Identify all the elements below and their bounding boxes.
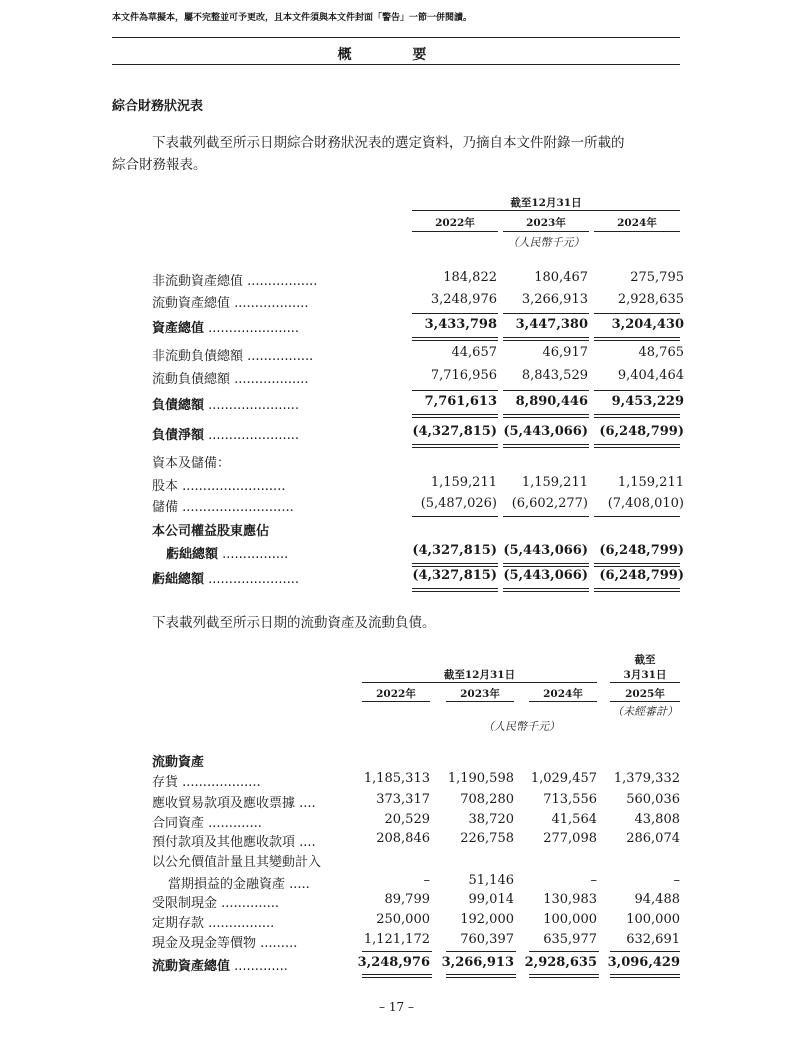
table2-cell: 760,397 — [460, 932, 514, 947]
table2-cell: 2,928,635 — [524, 955, 597, 970]
table1-cell: 1,159,211 — [521, 475, 588, 490]
table2-year-2023: 2023年 — [460, 688, 500, 700]
table1-cell: (6,248,799) — [599, 568, 684, 583]
table1-row-label: 股本 ......................... — [152, 479, 286, 494]
table1-cell: 7,716,956 — [430, 368, 497, 383]
table1-cell: 3,248,976 — [430, 292, 497, 307]
table-rule — [594, 337, 680, 338]
leader-dots: ...................... — [204, 428, 300, 443]
table1-cell: 3,204,430 — [611, 317, 684, 332]
table1-year-2024: 2024年 — [617, 217, 657, 229]
table2-cell: 1,029,457 — [530, 771, 597, 786]
table2-cell: 89,799 — [384, 892, 430, 907]
table-rule — [503, 313, 589, 314]
table2-year-rule — [529, 701, 597, 702]
table2-cell: 208,846 — [376, 831, 430, 846]
table2-row-label: 預付款項及其他應收款項 .... — [152, 835, 316, 850]
table1-cell: 3,447,380 — [515, 317, 588, 332]
table-rule — [446, 951, 516, 952]
table2-cell: 100,000 — [626, 912, 680, 927]
table1-cell: (6,248,799) — [599, 543, 684, 558]
leader-dots: ................ — [218, 547, 289, 562]
table2-period-header: 截至12月31日 — [443, 669, 516, 681]
table1-cell: (5,443,066) — [503, 424, 588, 439]
table2-row-label: 定期存款 ................ — [152, 916, 275, 931]
leader-dots: .................. — [230, 296, 309, 311]
table2-cell: 43,808 — [634, 812, 680, 827]
table1-row-label: 負債淨額 ...................... — [152, 428, 300, 443]
leader-dots: ........................... — [178, 500, 294, 515]
table2-cell: 277,098 — [543, 831, 597, 846]
page-number: – 17 – — [379, 1000, 414, 1014]
table2-row-label: 流動資產總值 ............. — [152, 959, 288, 974]
table2-year-2025: 2025年 — [625, 688, 665, 700]
table2-cell: 635,977 — [543, 932, 597, 947]
table-rule — [412, 337, 498, 338]
table-rule — [594, 588, 680, 589]
table-rule — [594, 566, 680, 567]
table1-cell: 184,822 — [443, 270, 497, 285]
table2-cell: 713,556 — [543, 792, 597, 807]
table2-interim-header-2: 3月31日 — [623, 669, 667, 681]
table-rule — [594, 417, 680, 418]
table-rule — [594, 390, 680, 391]
table2-cell: – — [673, 873, 680, 888]
table1-year-rule — [503, 231, 589, 232]
table2-interim-rule — [610, 682, 680, 683]
table2-row-label: 以公允價值計量且其變動計入 — [152, 855, 322, 870]
table1-row-label: 流動負債總額 .................. — [152, 372, 309, 387]
table2-row-label: 受限制現金 .............. — [152, 896, 280, 911]
table-rule — [503, 566, 589, 567]
table-rule — [446, 977, 516, 978]
table1-row-label: 資產總值 ...................... — [152, 321, 300, 336]
table1-cell: 3,433,798 — [424, 317, 497, 332]
table-rule — [610, 974, 680, 975]
table1-year-2022: 2022年 — [435, 217, 475, 229]
intro-paragraph-1-cont: 綜合財務報表。 — [112, 157, 207, 173]
table1-year-rule — [412, 231, 498, 232]
table-rule — [503, 444, 589, 445]
table2-cell: 1,190,598 — [447, 771, 514, 786]
table1-cell: 275,795 — [630, 270, 684, 285]
table2-cell: 20,529 — [384, 812, 430, 827]
table2-cell: – — [423, 873, 430, 888]
table2-year-rule — [446, 701, 514, 702]
table-rule — [529, 951, 599, 952]
table2-year-rule — [610, 701, 680, 702]
table-rule — [412, 566, 498, 567]
table1-row-label: 本公司權益股東應佔 — [152, 524, 270, 539]
table2-year-2024: 2024年 — [543, 688, 583, 700]
page-title: 概 要 — [337, 47, 455, 63]
header-rule-top — [112, 37, 680, 38]
table2-cell: 373,317 — [376, 792, 430, 807]
table-rule — [412, 390, 498, 391]
table2-cell: 286,074 — [626, 831, 680, 846]
leader-dots: ......................... — [178, 479, 286, 494]
leader-dots: .... — [295, 835, 316, 850]
table-rule — [412, 591, 498, 592]
table2-year-rule — [362, 701, 430, 702]
table1-cell: (4,327,815) — [412, 424, 497, 439]
table1-cell: 1,159,211 — [430, 475, 497, 490]
table1-cell: 8,890,446 — [515, 394, 588, 409]
table2-cell: – — [590, 873, 597, 888]
table1-cell: 1,159,211 — [617, 475, 684, 490]
leader-dots: ...................... — [204, 398, 300, 413]
table1-cell: 3,266,913 — [521, 292, 588, 307]
leader-dots: ...................... — [204, 572, 300, 587]
leader-dots: ..... — [285, 877, 310, 892]
table2-cell: 1,185,313 — [363, 771, 430, 786]
table-rule — [412, 447, 498, 448]
table-rule — [594, 444, 680, 445]
table1-cell: (4,327,815) — [412, 543, 497, 558]
table1-cell: (7,408,010) — [607, 496, 684, 511]
table1-row-label: 負債總額 ...................... — [152, 398, 300, 413]
table1-row-label: 非流動資產總值 ................. — [152, 274, 318, 289]
table2-row-label: 當期損益的金融資產 ..... — [168, 877, 310, 892]
table1-cell: 2,928,635 — [617, 292, 684, 307]
table2-cell: 130,983 — [543, 892, 597, 907]
table1-period-rule — [412, 210, 680, 211]
table2-row-label: 合同資產 ............. — [152, 816, 262, 831]
table-rule — [610, 977, 680, 978]
table1-cell: (6,248,799) — [599, 424, 684, 439]
table-rule — [362, 977, 432, 978]
table1-cell: (6,602,277) — [511, 496, 588, 511]
table1-cell: (5,443,066) — [503, 568, 588, 583]
table-rule — [412, 516, 498, 517]
table2-cell: 226,758 — [460, 831, 514, 846]
table1-row-label: 虧絀總額 ...................... — [152, 572, 300, 587]
table1-year-2023: 2023年 — [526, 217, 566, 229]
table1-cell: 8,843,529 — [521, 368, 588, 383]
leader-dots: .............. — [217, 896, 280, 911]
table2-cell: 41,564 — [551, 812, 597, 827]
table2-cell: 560,036 — [626, 792, 680, 807]
table1-cell: 48,765 — [638, 345, 684, 360]
table1-cell: 46,917 — [542, 345, 588, 360]
table2-row-label: 現金及現金等價物 ......... — [152, 936, 298, 951]
table-rule — [503, 447, 589, 448]
table-rule — [594, 516, 680, 517]
table-rule — [503, 417, 589, 418]
table-rule — [594, 313, 680, 314]
table2-cell: 1,379,332 — [613, 771, 680, 786]
table1-unit: （人民幣千元） — [507, 236, 585, 249]
table2-cell: 51,146 — [468, 873, 514, 888]
table1-row-label: 非流動負債總額 ................ — [152, 349, 314, 364]
table1-cell: 9,404,464 — [617, 368, 684, 383]
table-rule — [610, 951, 680, 952]
table2-cell: 94,488 — [634, 892, 680, 907]
table-rule — [412, 444, 498, 445]
leader-dots: ................ — [204, 916, 275, 931]
table-rule — [412, 417, 498, 418]
table2-cell: 100,000 — [543, 912, 597, 927]
table-rule — [594, 340, 680, 341]
table1-cell: 180,467 — [534, 270, 588, 285]
table2-interim-header-1: 截至 — [634, 654, 656, 666]
table-rule — [594, 414, 680, 415]
table1-cell: (5,487,026) — [420, 496, 497, 511]
table-rule — [503, 414, 589, 415]
table1-cell: 9,453,229 — [611, 394, 684, 409]
table1-cell: 44,657 — [451, 345, 497, 360]
table2-cell: 38,720 — [468, 812, 514, 827]
table2-cell: 3,266,913 — [441, 955, 514, 970]
table-rule — [412, 313, 498, 314]
table2-unit: （人民幣千元） — [483, 720, 560, 733]
leader-dots: ................ — [243, 349, 314, 364]
table2-cell: 192,000 — [460, 912, 514, 927]
table2-row-label: 應收貿易款項及應收票據 .... — [152, 796, 316, 811]
table1-row-label: 流動資產總值 .................. — [152, 296, 309, 311]
table2-cell: 3,096,429 — [607, 955, 680, 970]
leader-dots: .................. — [230, 372, 309, 387]
table2-unaudited: （未經審計） — [612, 705, 678, 718]
table1-period-header: 截至12月31日 — [510, 197, 582, 209]
table2-period-rule — [362, 682, 597, 683]
leader-dots: ............. — [204, 816, 262, 831]
table-rule — [594, 447, 680, 448]
table-rule — [594, 563, 680, 564]
table2-cell: 708,280 — [460, 792, 514, 807]
draft-notice: 本文件為草擬本，屬不完整並可予更改，且本文件須與本文件封面「警告」一節一併閱讀。 — [112, 13, 473, 23]
leader-dots: ............. — [230, 959, 288, 974]
table1-row-label: 虧絀總額 ................ — [166, 547, 289, 562]
table-rule — [503, 337, 589, 338]
leader-dots: .... — [295, 796, 316, 811]
table-rule — [529, 977, 599, 978]
table1-cell: (4,327,815) — [412, 568, 497, 583]
table1-cell: (5,443,066) — [503, 543, 588, 558]
table2-row-label: 存貨 ................... — [152, 775, 261, 790]
table1-cell: 7,761,613 — [424, 394, 497, 409]
table2-cell: 99,014 — [468, 892, 514, 907]
table2-section-label: 流動資產 — [152, 755, 205, 770]
leader-dots: ......... — [256, 936, 298, 951]
table-rule — [412, 414, 498, 415]
leader-dots: ................. — [243, 274, 318, 289]
leader-dots: ...................... — [204, 321, 300, 336]
table-rule — [503, 340, 589, 341]
table-rule — [503, 390, 589, 391]
intro-paragraph-1: 下表載列截至所示日期綜合財務狀況表的選定資料，乃摘自本文件附錄一所載的 — [152, 135, 625, 151]
intro-paragraph-2: 下表載列截至所示日期的流動資產及流動負債。 — [152, 615, 436, 631]
table-rule — [503, 563, 589, 564]
table2-cell: 1,121,172 — [363, 932, 430, 947]
table-rule — [412, 340, 498, 341]
table1-row-label: 資本及儲備： — [152, 456, 231, 471]
table-rule — [503, 588, 589, 589]
table2-cell: 250,000 — [376, 912, 430, 927]
table-rule — [412, 563, 498, 564]
table-rule — [446, 974, 516, 975]
leader-dots: ................... — [178, 775, 261, 790]
table1-row-label: 儲備 ........................... — [152, 500, 294, 515]
table2-year-2022: 2022年 — [376, 688, 416, 700]
table1-year-rule — [594, 231, 680, 232]
table-rule — [529, 974, 599, 975]
table-rule — [362, 974, 432, 975]
table-rule — [594, 591, 680, 592]
table-rule — [412, 588, 498, 589]
header-rule-bottom — [112, 64, 680, 65]
section-title: 綜合財務狀況表 — [112, 99, 204, 114]
table-rule — [503, 516, 589, 517]
table-rule — [503, 591, 589, 592]
table-rule — [362, 951, 432, 952]
table2-cell: 632,691 — [626, 932, 680, 947]
table2-cell: 3,248,976 — [357, 955, 430, 970]
